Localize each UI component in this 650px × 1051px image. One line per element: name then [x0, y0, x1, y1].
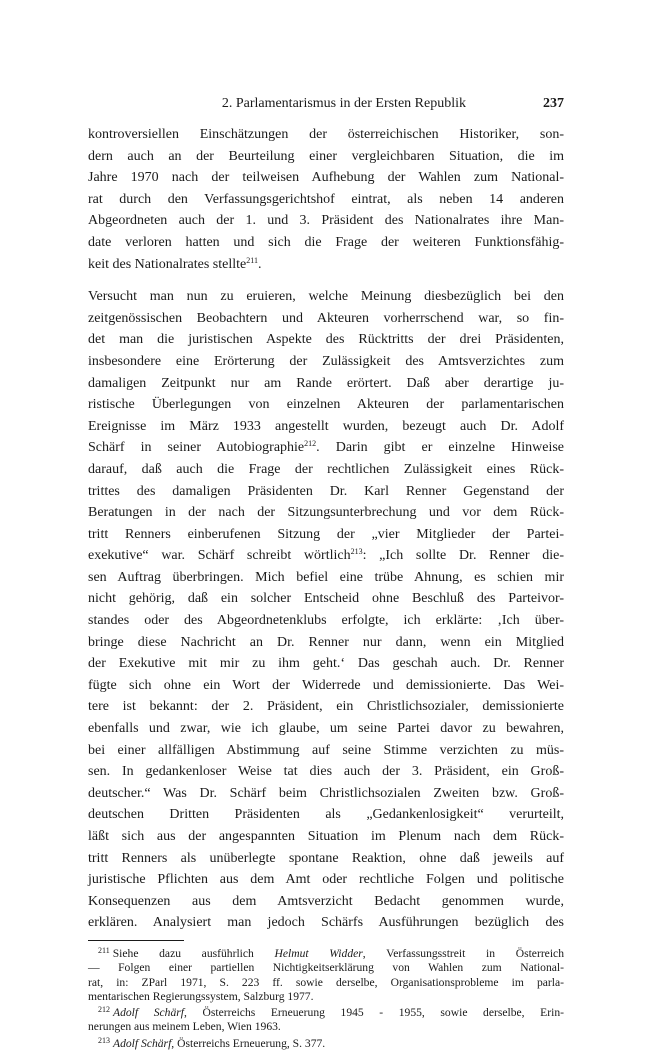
- text-fragment: .: [257, 256, 262, 272]
- text-line: nerungen aus meinem Leben, Wien 1963.: [88, 1020, 281, 1034]
- text-line: standes oder des Abgeordnetenklubs erfolgte, ich erklärte: ‚Ich über-: [88, 613, 564, 629]
- text-fragment: , Österreichs Erneuerung 1945 - 1955, sowie derselbe, Erin-: [183, 1006, 564, 1020]
- text-line: [88, 437, 564, 459]
- text-line: bringe diese Nachricht an Dr. Renner nur dann, wenn ein Mitglied: [88, 634, 564, 650]
- page-number: 237: [543, 96, 564, 111]
- text-line: deutscher.“ Was Dr. Schärf beim Christlichsozialen Zweiten bzw. Groß-: [88, 785, 564, 801]
- text-line: darauf, daß auch die Frage der rechtlichen Zulässigkeit eines Rück-: [88, 461, 564, 477]
- text-line: zeitgenössischen Beobachtern und Akteuren vorherrschend war, so fin-: [88, 310, 564, 326]
- text-line: kontroversiellen Einschätzungen der österreichischen Historiker, son-: [88, 127, 564, 142]
- text-line: fügte sich ohne ein Wort der Widerrede und demissionierte. Das Wei-: [88, 677, 564, 693]
- text-line: tere ist bekannt: der 2. Präsident, ein Christlichsozialer, demissionierte: [88, 699, 564, 715]
- text-fragment: : „Ich sollte Dr. Renner die-: [362, 548, 565, 564]
- text-line: date verloren hatten und sich die Frage der weiteren Funktionsfähig-: [88, 234, 564, 250]
- text-line: ebenfalls und zwar, wie ich glaube, um seine Partei davor zu bewahren,: [88, 721, 564, 737]
- text-line: [88, 1037, 564, 1051]
- paragraph-1: [88, 124, 564, 275]
- footnote-212: [88, 1006, 564, 1035]
- text-line: deutschen Dritten Präsidenten als „Gedankenlosigkeit“ verurteilt,: [88, 807, 564, 823]
- text-line: tritt Renners als unüberlegte spontane Reaktion, ohne daß jeweils auf: [88, 850, 564, 866]
- footnote-213: [88, 1037, 564, 1051]
- text-line: sen Auftrag überbringen. Mich befiel eine trübe Ahnung, es schien mir: [88, 569, 564, 585]
- text-line: Versucht man nun zu eruieren, welche Meinung diesbezüglich bei den: [88, 289, 564, 305]
- footnotes: [88, 947, 564, 1051]
- text-line: damaligen Zeitpunkt nur am Rande erörtert. Daß aber derartige ju-: [88, 375, 564, 391]
- text-line: dern auch an der Beurteilung einer vergleichbaren Situation, die im: [88, 148, 564, 164]
- text-line: bei einer allfälligen Abstimmung auf seine Stimme verzichten zu müs-: [88, 742, 564, 758]
- text-line: Beratungen in der nach der Sitzungsunterbrechung und vor dem Rück-: [88, 505, 564, 521]
- footnote-211: [88, 947, 564, 1004]
- text-line: erklären. Analysiert man jedoch Schärfs Ausführungen bezüglich des: [88, 915, 564, 931]
- text-line: mentarischen Regierungssystem, Salzburg 1977.: [88, 989, 314, 1003]
- running-title: 2. Parlamentarismus in der Ersten Republik: [221, 96, 466, 111]
- text-fragment: Schärf in seiner Autobiographie: [88, 440, 305, 456]
- footnote-mark: 212: [98, 1005, 110, 1015]
- text-line: Konsequenzen aus dem Amtsverzicht Bedacht genommen wurde,: [88, 893, 564, 909]
- text-fragment: , Verfassungsstreit in Österreich: [362, 946, 564, 960]
- footnote-mark: 211: [98, 945, 110, 955]
- text-line: [88, 545, 564, 567]
- text-line: Ereignisse im März 1933 angestellt wurden, bezeugt auch Dr. Adolf: [88, 418, 564, 434]
- text-fragment: exekutive“ war. Schärf schreibt wörtlich: [88, 548, 351, 564]
- text-line: sen. In gedankenloser Weise tat dies auch der 3. Präsident, ein Groß-: [88, 764, 564, 780]
- footnote-ref-211: 211: [246, 255, 258, 265]
- footnote-ref-212: 212: [304, 439, 317, 449]
- text-line: rat durch den Verfassungsgerichtshof eintrat, als neben 14 anderen: [88, 191, 564, 207]
- author-name: Adolf Schärf: [113, 1006, 184, 1020]
- text-line: [88, 947, 564, 961]
- footnote-ref-213: 213: [350, 547, 363, 557]
- text-line: läßt sich aus der angespannten Situation im Plenum nach dem Rück-: [88, 829, 564, 844]
- text-line: nicht gehörig, daß ein solcher Entscheid ohne Beschluß des Parteivor-: [88, 591, 564, 607]
- text-line: [88, 254, 564, 276]
- text-line: — Folgen einer partiellen Nichtigkeitserklärung von Wahlen zum National-: [88, 961, 564, 975]
- text-line: [88, 1006, 564, 1020]
- paragraph-2: [88, 286, 564, 934]
- author-name: Adolf Schärf: [113, 1036, 172, 1050]
- text-fragment: Siehe dazu ausführlich: [112, 946, 275, 960]
- text-line: trittes des damaligen Präsidenten Dr. Karl Renner Gegenstand der: [88, 483, 564, 499]
- text-line: det man die juristischen Aspekte des Rücktritts der drei Präsidenten,: [88, 332, 564, 348]
- text-line: Abgeordneten auch der 1. und 3. Präsident des Nationalrates ihre Man-: [88, 213, 564, 229]
- text-line: ristische Überlegungen von einzelnen Akteuren der parlamentarischen: [88, 397, 564, 413]
- text-line: der Exekutive mit mir zu ihm geht.‘ Das geschah auch. Dr. Renner: [88, 656, 564, 672]
- text-fragment: keit des Nationalrates stellte: [88, 256, 247, 272]
- text-line: rat, in: ZParl 1971, S. 223 ff. sowie derselbe, Organisationsprobleme im parla-: [88, 975, 564, 989]
- footnote-mark: 213: [98, 1035, 110, 1045]
- text-fragment: , Österreichs Erneuerung, S. 377.: [171, 1036, 326, 1050]
- text-line: juristische Pflichten aus dem Amt oder rechtliche Folgen und politische: [88, 872, 564, 888]
- text-line: insbesondere eine Erörterung der Zulässigkeit des Amtsverzichtes zum: [88, 353, 564, 369]
- author-name: Helmut Widder: [274, 946, 363, 960]
- footnote-divider: [88, 940, 184, 941]
- document-page: [88, 96, 564, 1051]
- text-line: Jahre 1970 nach der teilweisen Aufhebung der Wahlen zum National-: [88, 170, 564, 186]
- text-fragment: . Darin gibt er einzelne Hinweise: [316, 440, 564, 456]
- text-line: tritt Renners einberufenen Sitzung der „vier Mitglieder der Partei-: [88, 526, 564, 542]
- running-header: [88, 96, 564, 118]
